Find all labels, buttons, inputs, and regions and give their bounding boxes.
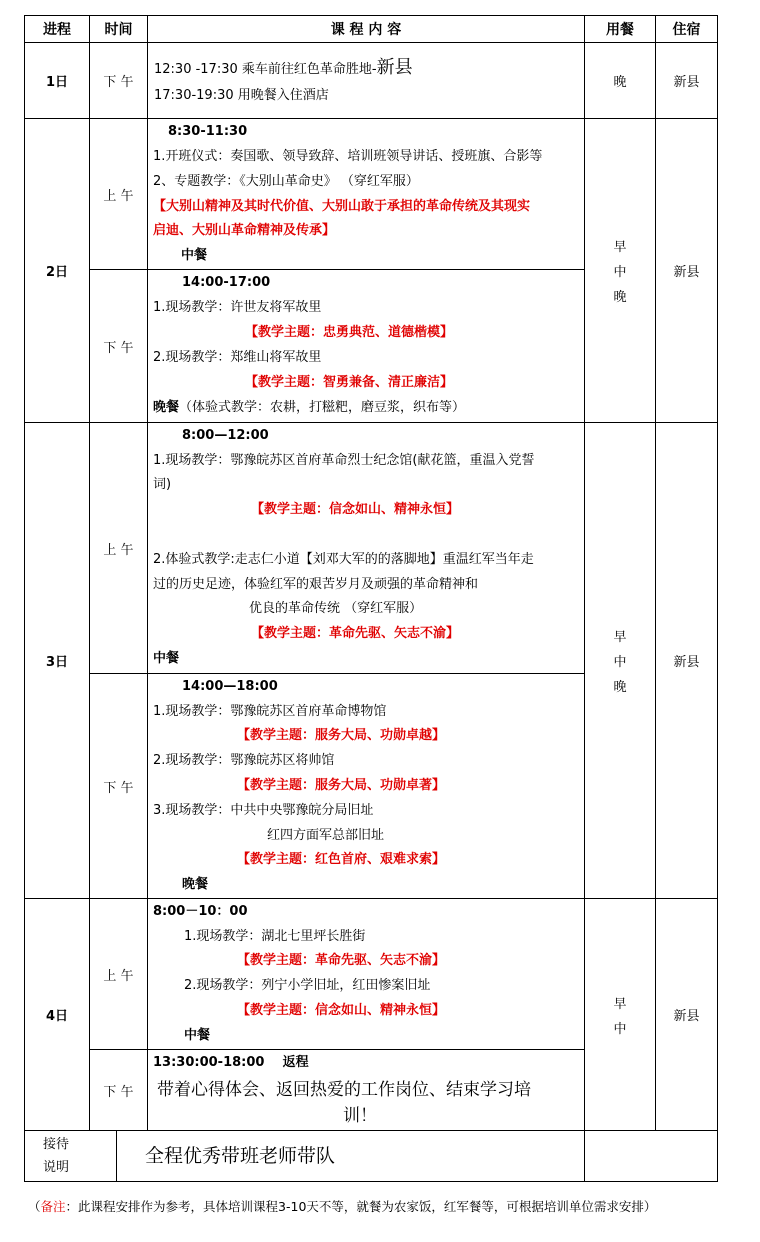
day-3-morning-item-2-line-3: 优良的革命传统 （穿红军服） <box>249 601 423 616</box>
day-4-morning-content <box>147 898 585 1050</box>
day-3-morning-period: 上 午 <box>89 422 148 674</box>
day-2-dinner-note: 晚餐（体验式教学：农耕，打糍粑，磨豆浆，织布等） <box>153 400 466 415</box>
day-3-morning-item-2-line-2: 过的历史足迹，体验红军的艰苦岁月及顽强的革命精神和 <box>153 577 479 592</box>
day-3-lunch-note: 中餐 <box>153 651 180 666</box>
day-3-afternoon-theme-2: 【教学主题：服务大局、功勋卓著】 <box>237 778 446 793</box>
header-lodging: 住宿 <box>655 15 718 43</box>
day-1-label: 1日 <box>24 42 90 119</box>
day-2-lodging: 新县 <box>655 118 718 423</box>
day-4-morning-theme-2: 【教学主题：信念如山、精神永恒】 <box>237 1003 446 1018</box>
day-2-morning-content <box>147 118 585 270</box>
remark-label: 备注 <box>40 1199 66 1214</box>
day-4-morning-item-2: 2.现场教学：列宁小学旧址，红田惨案旧址 <box>184 978 431 993</box>
day-2-morning-item-1: 1.开班仪式：奏国歌、领导致辞、培训班领导讲话、授班旗、合影等 <box>153 149 543 164</box>
day-4-afternoon-text-line-2: 训！ <box>343 1106 377 1126</box>
day-2-lunch-note: 中餐 <box>181 248 208 263</box>
day-3-meals: 早 中 晚 <box>584 422 656 899</box>
day-4-meals: 早 中 <box>584 898 656 1131</box>
day-3-morning-theme-1: 【教学主题：信念如山、精神永恒】 <box>251 502 460 517</box>
day-2-label: 2日 <box>24 118 90 423</box>
day-3-afternoon-period: 下 午 <box>89 673 148 899</box>
day-4-morning-theme-1: 【教学主题：革命先驱、矢志不渝】 <box>237 953 446 968</box>
day-2-morning-period: 上 午 <box>89 118 148 270</box>
day-2-meals: 早 中 晚 <box>584 118 656 423</box>
day-4-afternoon-period: 下 午 <box>89 1049 148 1131</box>
day-4-label: 4日 <box>24 898 90 1131</box>
day-3-morning-theme-2: 【教学主题：革命先驱、矢志不渝】 <box>251 626 460 641</box>
day-3-lodging: 新县 <box>655 422 718 899</box>
day-4-morning-item-1: 1.现场教学：湖北七里坪长胜街 <box>184 929 366 944</box>
day-2-afternoon-period: 下 午 <box>89 269 148 423</box>
day-1-schedule-line-2: 17:30-19:30 用晚餐入住酒店 <box>154 88 329 103</box>
reception-empty-cell <box>584 1130 718 1182</box>
day-3-afternoon-item-2: 2.现场教学：鄂豫皖苏区将帅馆 <box>153 753 335 768</box>
day-3-afternoon-theme-3: 【教学主题：红色首府、艰难求索】 <box>237 852 446 867</box>
day-1-afternoon-content <box>147 42 585 119</box>
header-course-content: 课 程 内 容 <box>147 15 585 43</box>
day-3-afternoon-item-1: 1.现场教学：鄂豫皖苏区首府革命博物馆 <box>153 704 387 719</box>
day-2-afternoon-theme-2: 【教学主题：智勇兼备、清正廉洁】 <box>245 375 454 390</box>
day-2-morning-item-2: 2、专题教学：《大别山革命史》 （穿红军服） <box>153 174 419 189</box>
day-2-afternoon-item-1: 1.现场教学：许世友将军故里 <box>153 300 322 315</box>
day-3-afternoon-time: 14:00—18:00 <box>182 679 278 694</box>
day-1-schedule-line-1: 12:30 -17:30 乘车前往红色革命胜地-新县 <box>154 57 413 78</box>
day-3-dinner-note: 晚餐 <box>182 877 209 892</box>
header-time: 时间 <box>89 15 148 43</box>
day-4-afternoon-content <box>147 1049 585 1131</box>
day-1-meal: 晚 <box>584 42 656 119</box>
day-2-morning-time: 8:30-11:30 <box>168 124 248 139</box>
day-3-afternoon-theme-1: 【教学主题：服务大局、功勋卓越】 <box>237 728 446 743</box>
day-3-morning-time: 8:00—12:00 <box>182 428 269 443</box>
day-4-lunch-note: 中餐 <box>184 1028 211 1043</box>
remark-text: 此课程安排作为参考，具体培训课程3-10天不等，就餐为农家饭，红军餐等，可根据培训单位需求安排） <box>78 1199 657 1214</box>
day-4-morning-time: 8:00－10：00 <box>153 904 248 919</box>
reception-label-cell <box>24 1130 117 1182</box>
day-3-label: 3日 <box>24 422 90 899</box>
day-2-afternoon-time: 14:00-17:00 <box>182 275 271 290</box>
day-4-lodging: 新县 <box>655 898 718 1131</box>
day-3-morning-item-1-line-1: 1.现场教学：鄂豫皖苏区首府革命烈士纪念馆(献花篮，重温入党誓 <box>153 453 535 468</box>
header-meal: 用餐 <box>584 15 656 43</box>
remark-note: （备注：此课程安排作为参考，具体培训课程3-10天不等，就餐为农家饭，红军餐等，可根据培训单位需求安排） <box>28 1199 657 1214</box>
day-3-afternoon-item-3-line-1: 3.现场教学：中共中央鄂豫皖分局旧址 <box>153 803 374 818</box>
day-1-afternoon-period: 下 午 <box>89 42 148 119</box>
day-2-morning-theme-line-1: 【大别山精神及其时代价值、大别山敢于承担的革命传统及其现实 <box>153 199 531 214</box>
header-progress: 进程 <box>24 15 90 43</box>
day-2-afternoon-theme-1: 【教学主题：忠勇典范、道德楷模】 <box>245 325 454 340</box>
reception-label-line-1: 接待 <box>43 1137 70 1152</box>
day-2-morning-theme-line-2: 启迪、大别山革命精神及传承】 <box>153 223 336 238</box>
day-4-afternoon-time: 13:30:00-18:00 返程 <box>153 1055 309 1070</box>
day-1-lodging: 新县 <box>655 42 718 119</box>
day-4-afternoon-text-line-1: 带着心得体会、返回热爱的工作岗位、结束学习培 <box>157 1080 531 1100</box>
day-3-morning-item-1-line-2: 词) <box>153 477 172 492</box>
day-2-afternoon-content <box>147 269 585 423</box>
day-2-afternoon-item-2: 2.现场教学：郑维山将军故里 <box>153 350 322 365</box>
day-3-afternoon-content <box>147 673 585 899</box>
day-4-morning-period: 上 午 <box>89 898 148 1050</box>
day-3-afternoon-item-3-line-2: 红四方面军总部旧址 <box>267 828 385 843</box>
reception-text-cell <box>116 1130 585 1182</box>
day-3-morning-content <box>147 422 585 674</box>
day-3-morning-item-2-line-1: 2.体验式教学:走志仁小道【刘邓大军的的落脚地】重温红军当年走 <box>153 552 534 567</box>
reception-label-line-2: 说明 <box>43 1160 70 1175</box>
reception-text: 全程优秀带班老师带队 <box>145 1145 336 1167</box>
